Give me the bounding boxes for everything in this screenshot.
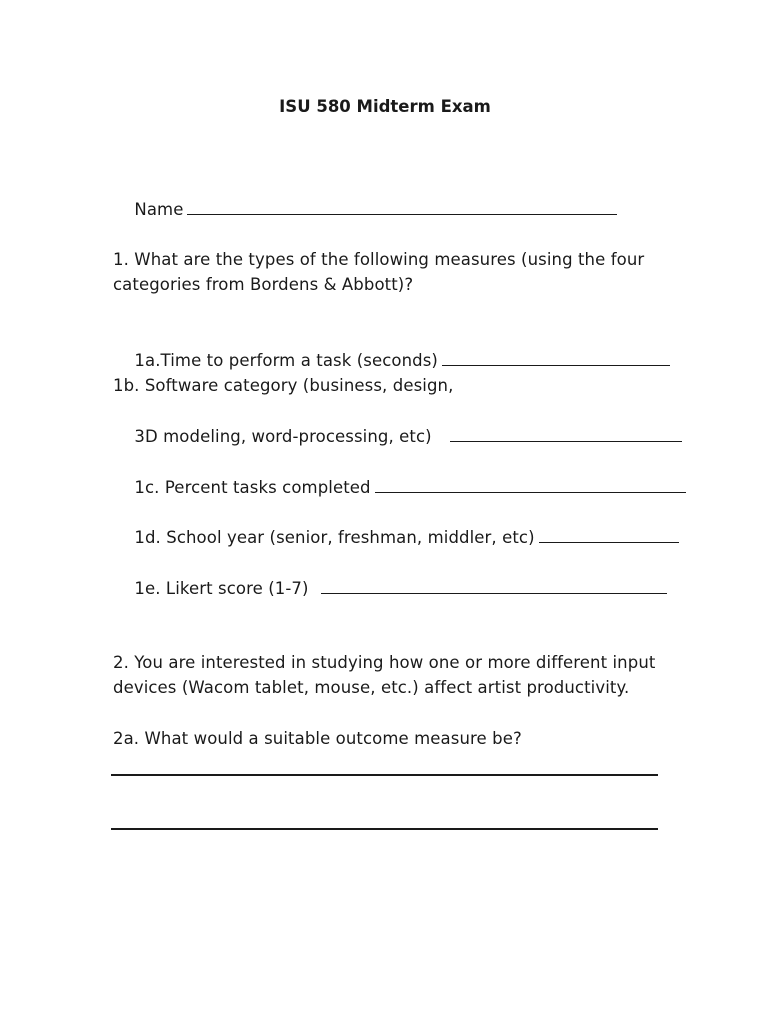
- name-label: Name: [134, 200, 184, 219]
- q1e-text: 1e. Likert score (1-7): [134, 579, 309, 598]
- exam-title: ISU 580 Midterm Exam: [279, 97, 491, 116]
- q1a-text: 1a.Time to perform a task (seconds): [134, 351, 438, 370]
- q2a-text: 2a. What would a suitable outcome measure be?: [113, 729, 522, 748]
- name-answer-blank[interactable]: [187, 196, 617, 215]
- q1c-text: 1c. Percent tasks completed: [134, 478, 371, 497]
- q1c-answer-blank[interactable]: [375, 474, 686, 493]
- q1-prompt-line2: categories from Bordens & Abbott)?: [113, 275, 414, 294]
- q2-prompt-line1: 2. You are interested in studying how one or more different input: [113, 653, 656, 672]
- q1d-text: 1d. School year (senior, freshman, middler, etc): [134, 528, 535, 547]
- q1b-line2: 3D modeling, word-processing, etc): [134, 427, 432, 446]
- q2-prompt-line2: devices (Wacom tablet, mouse, etc.) affect artist productivity.: [113, 678, 630, 697]
- q1b-line1: 1b. Software category (business, design,: [113, 376, 454, 395]
- q1b-answer-blank[interactable]: [450, 423, 682, 442]
- name-row: [113, 171, 617, 247]
- q1d-answer-blank[interactable]: [539, 524, 679, 543]
- q1-prompt-line1: 1. What are the types of the following measures (using the four: [113, 250, 645, 269]
- q2a-answer-line-2[interactable]: [111, 828, 658, 830]
- q2a-answer-line-1[interactable]: [111, 774, 658, 776]
- q1e-answer-blank[interactable]: [321, 575, 667, 594]
- q1a-answer-blank[interactable]: [442, 347, 670, 366]
- q1e-row: [113, 550, 667, 626]
